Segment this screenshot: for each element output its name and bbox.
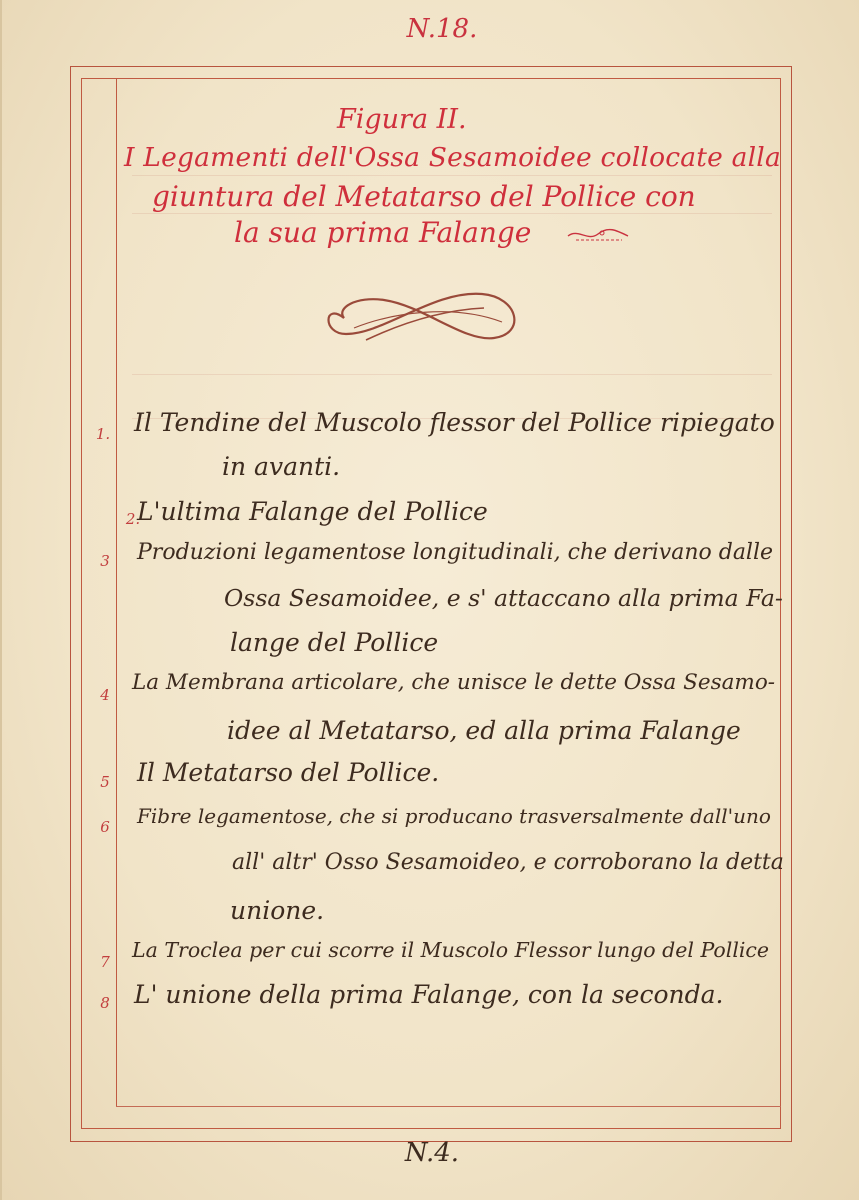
- item-number: 8: [100, 994, 110, 1012]
- decorative-flourish-icon: [314, 282, 534, 352]
- ruling-line: [132, 213, 772, 214]
- item-text: lange del Pollice: [230, 628, 439, 657]
- item-number: 7: [100, 953, 110, 971]
- title-flourish-icon: [566, 224, 630, 246]
- item-number: 2.: [125, 510, 141, 528]
- item-text: Produzioni legamentose longitudinali, che derivano dalle: [137, 540, 774, 565]
- item-text: Ossa Sesamoidee, e s' attaccano alla prima Fa-: [224, 584, 783, 612]
- title-line: la sua prima Falange: [234, 216, 532, 249]
- item-text: Il Tendine del Muscolo flessor del Pollice ripiegato: [134, 408, 775, 437]
- bottom-rule: [116, 1106, 781, 1107]
- item-text: Fibre legamentose, che si producano trasversalmente dall'uno: [137, 804, 771, 828]
- item-text: in avanti.: [222, 452, 341, 481]
- item-number: 6: [100, 818, 110, 836]
- item-text: idee al Metatarso, ed alla prima Falange: [227, 716, 741, 745]
- title-line: I Legamenti dell'Ossa Sesamoidee collocate alla: [124, 142, 781, 173]
- item-text: La Troclea per cui scorre il Muscolo Flessor lungo del Pollice: [132, 938, 770, 962]
- figure-title: Figura II.: [337, 104, 467, 135]
- item-text: Il Metatarso del Pollice.: [137, 758, 440, 787]
- footer-mark: N.4.: [404, 1138, 460, 1168]
- item-text: L'ultima Falange del Pollice: [137, 497, 488, 526]
- page-number: N.18.: [406, 14, 478, 44]
- item-text: unione.: [230, 896, 325, 925]
- item-text: L' unione della prima Falange, con la seconda.: [134, 980, 724, 1009]
- title-line: giuntura del Metatarso del Pollice con: [152, 180, 696, 213]
- item-number: 3: [100, 552, 110, 570]
- item-text: all' altr' Osso Sesamoideo, e corroborano la detta: [232, 850, 784, 875]
- ruling-line: [132, 175, 772, 176]
- item-number: 4: [100, 686, 110, 704]
- ruling-line: [132, 374, 772, 375]
- item-text: La Membrana articolare, che unisce le dette Ossa Sesamo-: [132, 670, 776, 695]
- item-number: 5: [100, 773, 110, 791]
- item-number: 1.: [95, 425, 111, 443]
